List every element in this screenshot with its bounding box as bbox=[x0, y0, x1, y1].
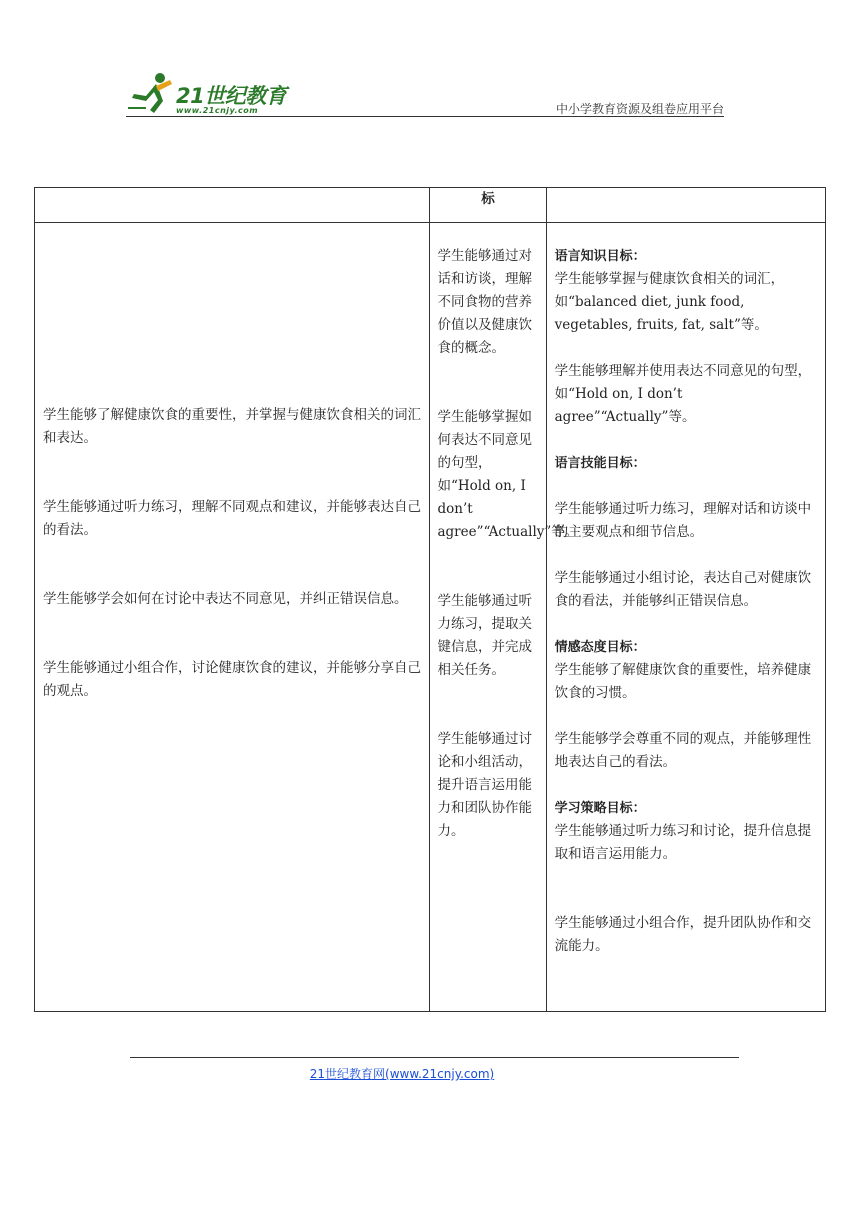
overall-objective-4: 学生能够通过小组合作，讨论健康饮食的建议，并能够分享自己的观点。 bbox=[43, 660, 421, 699]
strategy-item-1: 学生能够通过听力练习和讨论，提升信息提取和语言运用能力。 bbox=[554, 823, 812, 862]
header-cell-3 bbox=[546, 188, 825, 223]
table-body-row bbox=[35, 223, 826, 1012]
knowledge-item-2: 学生能够理解并使用表达不同意见的句型，如“Hold on, I don’t agree”“Actually”等。 bbox=[554, 363, 812, 425]
specific-objective-2: 学生能够掌握如何表达不同意见的句型，如“Hold on, I don’t agree”“Actually”等。 bbox=[437, 409, 579, 540]
knowledge-title: 语言知识目标： bbox=[554, 249, 646, 264]
page-header bbox=[126, 68, 724, 118]
strategy-title: 学习策略目标： bbox=[554, 801, 646, 816]
header-cell-1 bbox=[35, 188, 430, 223]
footer-divider bbox=[130, 1057, 739, 1058]
header-divider bbox=[126, 116, 724, 117]
emotion-item-2: 学生能够学会尊重不同的观点，并能够理性地表达自己的看法。 bbox=[554, 731, 812, 770]
platform-name: 中小学教育资源及组卷应用平台 bbox=[555, 102, 724, 116]
skill-title: 语言技能目标： bbox=[554, 456, 646, 471]
specific-objective-4: 学生能够通过讨论和小组活动，提升语言运用能力和团队协作能力。 bbox=[437, 731, 532, 839]
knowledge-item-1: 学生能够掌握与健康饮食相关的词汇，如“balanced diet, junk food, vegetables, fruits, fat, salt”等。 bbox=[554, 271, 785, 333]
strategy-item-2: 学生能够通过小组合作，提升团队协作和交流能力。 bbox=[554, 915, 812, 954]
overall-objectives-cell bbox=[35, 223, 430, 1012]
header-cell-2: 标 bbox=[430, 188, 546, 223]
emotion-title: 情感态度目标： bbox=[554, 640, 646, 655]
specific-objective-1: 学生能够通过对话和访谈，理解不同食物的营养价值以及健康饮食的概念。 bbox=[437, 248, 532, 356]
overall-objective-1: 学生能够了解健康饮食的重要性，并掌握与健康饮食相关的词汇和表达。 bbox=[43, 407, 421, 446]
overall-objective-3: 学生能够学会如何在讨论中表达不同意见，并纠正错误信息。 bbox=[43, 591, 408, 607]
footer-link[interactable]: 21世纪教育网(www.21cnjy.com) bbox=[309, 1067, 495, 1081]
skill-item-2: 学生能够通过小组讨论，表达自己对健康饮食的看法，并能够纠正错误信息。 bbox=[554, 570, 812, 609]
specific-objectives-cell bbox=[430, 223, 579, 1012]
site-logo bbox=[126, 70, 296, 116]
emotion-item-1: 学生能够了解健康饮食的重要性，培养健康饮食的习惯。 bbox=[554, 662, 812, 701]
table-header-row bbox=[35, 188, 826, 223]
objectives-table bbox=[34, 187, 826, 1012]
skill-item-1: 学生能够通过听力练习，理解对话和访谈中的主要观点和细节信息。 bbox=[554, 501, 812, 540]
detailed-objectives-cell bbox=[546, 223, 825, 1012]
specific-objective-3: 学生能够通过听力练习，提取关键信息，并完成相关任务。 bbox=[437, 593, 532, 678]
running-figure-icon bbox=[126, 70, 176, 116]
overall-objective-2: 学生能够通过听力练习，理解不同观点和建议，并能够表达自己的看法。 bbox=[43, 499, 421, 538]
logo-url: www.21cnjy.com bbox=[176, 106, 259, 115]
logo-text: 21世纪教育 bbox=[176, 84, 287, 108]
